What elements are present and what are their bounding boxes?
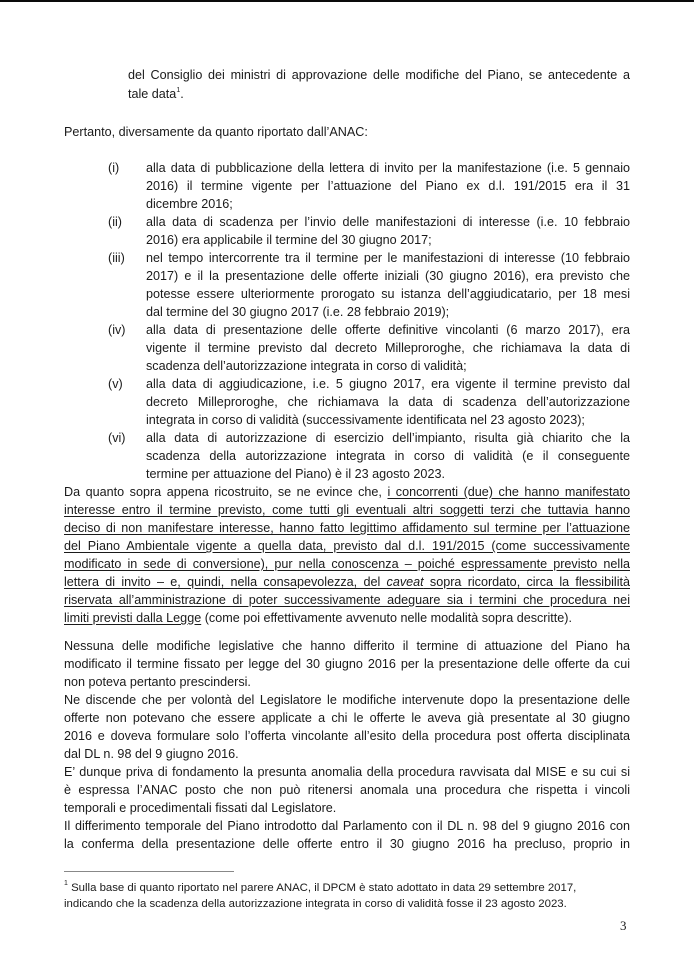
list-item-line: dicembre 2016; [146, 197, 233, 211]
para-text: (come poi effettivamente avvenuto nelle modalità sopra descritte). [201, 611, 572, 625]
list-item-line: 2016) era applicabile il termine del 30 giugno 2017; [146, 233, 432, 247]
list-marker: (v) [108, 377, 123, 391]
underlined-text: limiti previsti dalla Legge [64, 611, 202, 625]
underlined-line [64, 574, 630, 590]
underlined-text: sopra ricordato, circa la flessibilità [423, 575, 630, 589]
underlined-text: i concorrenti (due) che hanno manifestato [387, 485, 630, 499]
list-item-line: vigente il termine previsto dal decreto Milleproroghe, che richiamava la data di [146, 341, 630, 355]
list-item-line: integrata in corso di validità (successivamente identificata nel 23 agosto 2023); [146, 413, 585, 427]
body-line: Nessuna delle modifiche legislative che hanno differito il termine di attuazione del Piano ha [64, 639, 630, 653]
page-number: 3 [620, 918, 627, 933]
body-line: temporali e procedimentali fissati dal Legislatore. [64, 801, 337, 815]
body-line: Il differimento temporale del Piano introdotto dal Parlamento con il DL n. 98 del 9 giugno 2016 con [64, 819, 630, 833]
body-line: offerte non potevano che essere applicate a chi le offerte le aveva già presentate al 30 giugno [64, 711, 630, 725]
footnote-ref[interactable]: 1 [176, 87, 181, 94]
intro-text: tale data [128, 87, 177, 101]
list-item-line: dal termine del 30 giugno 2017 (i.e. 28 febbraio 2019); [146, 305, 450, 319]
list-item-line: 2016) il termine vigente per l’attuazione del Piano ex d.l. 191/2015 era il 31 [146, 179, 630, 193]
underlined-line: modificato in sede di conversione), pur nella conoscenza – poiché espressamente previsto nella [64, 557, 630, 571]
para-line [64, 484, 630, 500]
body-line: la conferma della presentazione delle offerte entro il 30 giugno 2016 ha precluso, proprio in [64, 837, 630, 851]
list-item-line: scadenza dell’autorizzazione integrata in corso di validità; [146, 359, 467, 373]
underlined-line: del Piano Ambientale vigente a quella data, previsto dal d.l. 191/2015 (come successivamente [64, 539, 630, 553]
list-marker: (iv) [108, 323, 126, 337]
body-line: E’ dunque priva di fondamento la presunta anomalia della procedura ravvisata dal MISE e su cui si [64, 765, 630, 779]
list-item-line: potesse essere ulteriormente prorogato su istanza dell’aggiudicatario, per 18 mesi [146, 287, 630, 301]
underlined-line: deciso di non manifestare interesse, hanno fatto legittimo affidamento sul termine per l’attuazione [64, 521, 630, 535]
footnote-line [64, 880, 576, 896]
list-marker: (iii) [108, 251, 125, 265]
body-line: Ne discende che per volontà del Legislatore le modifiche intervenute dopo la presentazione delle [64, 693, 630, 707]
underlined-line: interesse entro il termine previsto, come tutti gli eventuali altri soggetti terzi che tuttavia hanno [64, 503, 630, 517]
intro-line-1: del Consiglio dei ministri di approvazione delle modifiche del Piano, se antecedente a [128, 68, 630, 82]
list-item-line: scadenza della autorizzazione integrata in corso di validità (e il conseguente [146, 449, 630, 463]
footnote-separator [64, 871, 234, 872]
intro-line-2 [128, 86, 184, 102]
body-line: modificato il termine fissato per legge del 30 giugno 2016 per la presentazione delle offerte da cui [64, 657, 630, 671]
caveat-italic: caveat [386, 575, 424, 589]
list-item-line: alla data di autorizzazione di esercizio dell’impianto, risulta già chiarito che la [146, 431, 630, 445]
list-item-line: nel tempo intercorrente tra il termine per le manifestazioni di interesse (10 febbraio [146, 251, 630, 265]
list-marker: (vi) [108, 431, 126, 445]
footnote-text: Sulla base di quanto riportato nel parere ANAC, il DPCM è stato adottato in data 29 settembre 2017, [67, 882, 577, 894]
list-item-line: termine per attuazione del Piano) è il 23 agosto 2023. [146, 467, 445, 481]
list-marker: (i) [108, 161, 120, 175]
footnote-marker: 1 [64, 880, 68, 887]
underlined-text: lettera di invito – e, quindi, nella consapevolezza, del [64, 575, 387, 589]
underlined-line: riservata all’amministrazione di poter successivamente adeguare sia i termini che procedura nei [64, 593, 630, 607]
lead-in: Pertanto, diversamente da quanto riportato dall’ANAC: [64, 125, 368, 139]
body-line: è espressa l’ANAC posto che non può ritenersi anomala una procedura che rispetta i vincoli [64, 783, 630, 797]
footnote-line: indicando che la scadenza della autorizzazione integrata in corso di validità fosse il 23 agosto 2023. [64, 898, 567, 910]
list-marker: (ii) [108, 215, 122, 229]
list-item-line: alla data di scadenza per l’invio delle manifestazioni di interesse (i.e. 10 febbraio [146, 215, 630, 229]
list-item-line: alla data di aggiudicazione, i.e. 5 giugno 2017, era vigente il termine previsto dal [146, 377, 630, 391]
para-line [64, 610, 572, 626]
list-item-line: decreto Milleproroghe, che richiamava la data di scadenza dell’autorizzazione [146, 395, 630, 409]
list-item-line: alla data di presentazione delle offerte definitive vincolanti (6 marzo 2017), era [146, 323, 630, 337]
body-line: dal DL n. 98 del 9 giugno 2016. [64, 747, 239, 761]
list-item-line: alla data di pubblicazione della lettera di invito per la manifestazione (i.e. 5 gennaio [146, 161, 630, 175]
para-text: Da quanto sopra appena ricostruito, se ne evince che, [64, 485, 388, 499]
body-line: non poteva pertanto prescindersi. [64, 675, 251, 689]
intro-tail: . [180, 87, 184, 101]
list-item-line: 2017) e il la presentazione delle offerte iniziali (30 giugno 2016), era previsto che [146, 269, 630, 283]
body-line: 2016 e doveva formulare solo l’offerta vincolante all’esito della procedura post offerta disciplinata [64, 729, 630, 743]
